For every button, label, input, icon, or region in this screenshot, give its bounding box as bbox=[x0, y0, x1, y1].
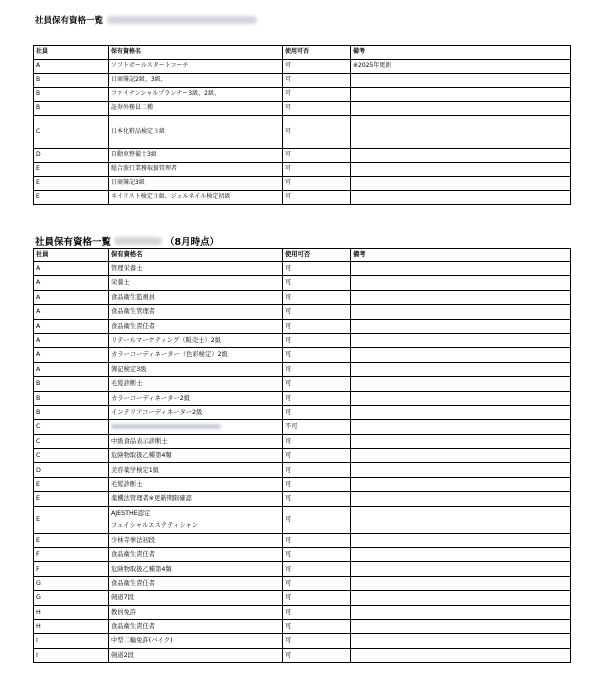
note-cell bbox=[351, 116, 571, 149]
table-row bbox=[34, 420, 571, 434]
table-row bbox=[34, 576, 571, 590]
table-row bbox=[34, 405, 571, 419]
note-cell bbox=[351, 619, 571, 633]
usable-cell: 可 bbox=[283, 362, 351, 376]
note-cell bbox=[351, 262, 571, 276]
note-cell bbox=[351, 449, 571, 463]
qualification-cell: 栄養士 bbox=[109, 276, 283, 290]
employee-cell: E bbox=[34, 492, 109, 506]
employee-cell: B bbox=[34, 377, 109, 391]
table-row bbox=[34, 163, 571, 177]
qualification-cell: 食品衛生管理者 bbox=[109, 305, 283, 319]
table-row bbox=[34, 276, 571, 290]
qualification-cell: 食品衛生監視員 bbox=[109, 290, 283, 304]
table-row bbox=[34, 548, 571, 562]
table-row bbox=[34, 305, 571, 319]
qualification-cell: 少林寺拳法初段 bbox=[109, 533, 283, 547]
header-qualification: 保有資格名 bbox=[109, 46, 283, 60]
note-cell bbox=[351, 591, 571, 605]
employee-cell: C bbox=[34, 449, 109, 463]
qualification-cell: 総合旅行業務取扱管理者 bbox=[109, 163, 283, 177]
usable-cell: 可 bbox=[283, 319, 351, 333]
usable-cell: 可 bbox=[283, 576, 351, 590]
header-qualification: 保有資格名 bbox=[109, 249, 283, 262]
table-row bbox=[34, 88, 571, 102]
section1-title bbox=[35, 14, 257, 26]
table-row bbox=[34, 149, 571, 163]
note-cell bbox=[351, 548, 571, 562]
usable-cell: 可 bbox=[283, 391, 351, 405]
usable-cell: 可 bbox=[283, 276, 351, 290]
table-row bbox=[34, 262, 571, 276]
table-row bbox=[34, 102, 571, 116]
note-cell bbox=[351, 362, 571, 376]
table-row bbox=[34, 634, 571, 648]
table-row bbox=[34, 506, 571, 533]
note-cell bbox=[351, 477, 571, 491]
employee-cell: B bbox=[34, 391, 109, 405]
section2-title-text: 社員保有資格一覧 bbox=[35, 237, 112, 248]
note-cell bbox=[351, 74, 571, 88]
employee-cell: B bbox=[34, 88, 109, 102]
table-row bbox=[34, 116, 571, 149]
note-cell: ※2025年更新 bbox=[351, 60, 571, 74]
usable-cell: 可 bbox=[283, 449, 351, 463]
usable-cell: 可 bbox=[283, 262, 351, 276]
table-row bbox=[34, 177, 571, 191]
header-usable: 使用可否 bbox=[283, 46, 351, 60]
table-row bbox=[34, 362, 571, 376]
qualification-line: AJESTHE認定 bbox=[111, 509, 151, 517]
employee-cell: D bbox=[34, 463, 109, 477]
employee-cell: A bbox=[34, 305, 109, 319]
usable-cell: 可 bbox=[283, 634, 351, 648]
note-cell bbox=[351, 434, 571, 448]
header-employee: 社員 bbox=[34, 46, 109, 60]
note-cell bbox=[351, 533, 571, 547]
employee-cell: F bbox=[34, 562, 109, 576]
table-row bbox=[34, 449, 571, 463]
qualification-cell: ネイリスト検定３級、ジェルネイル検定初級 bbox=[109, 191, 283, 205]
qualification-cell: カラーコーディネーター2級 bbox=[109, 391, 283, 405]
header-usable: 使用可否 bbox=[283, 249, 351, 262]
header-note: 備考 bbox=[351, 46, 571, 60]
usable-cell: 可 bbox=[283, 163, 351, 177]
usable-cell: 可 bbox=[283, 348, 351, 362]
qualification-cell: カラーコーディネーター（色彩検定）2級 bbox=[109, 348, 283, 362]
table-row bbox=[34, 648, 571, 662]
employee-cell: A bbox=[34, 60, 109, 74]
usable-cell: 可 bbox=[283, 290, 351, 304]
employee-cell: B bbox=[34, 74, 109, 88]
usable-cell: 可 bbox=[283, 619, 351, 633]
usable-cell: 可 bbox=[283, 533, 351, 547]
qualification-line: フェイシャルエステティシャン bbox=[111, 521, 198, 529]
header-employee: 社員 bbox=[34, 249, 109, 262]
usable-cell: 可 bbox=[283, 191, 351, 205]
table-row bbox=[34, 290, 571, 304]
note-cell bbox=[351, 463, 571, 477]
usable-cell: 可 bbox=[283, 405, 351, 419]
employee-cell: E bbox=[34, 177, 109, 191]
usable-cell: 可 bbox=[283, 305, 351, 319]
table-row bbox=[34, 463, 571, 477]
table-row bbox=[34, 477, 571, 491]
employee-cell: E bbox=[34, 477, 109, 491]
usable-cell: 可 bbox=[283, 591, 351, 605]
qualification-cell: 簿記検定3級 bbox=[109, 362, 283, 376]
qualification-cell: 危険物取扱乙種第4類 bbox=[109, 562, 283, 576]
usable-cell: 可 bbox=[283, 377, 351, 391]
qualification-cell: 日本化粧品検定３級 bbox=[109, 116, 283, 149]
employee-cell: H bbox=[34, 619, 109, 633]
table-row bbox=[34, 591, 571, 605]
employee-cell: E bbox=[34, 533, 109, 547]
note-cell bbox=[351, 576, 571, 590]
employee-cell: H bbox=[34, 605, 109, 619]
employee-cell: C bbox=[34, 434, 109, 448]
employee-cell: G bbox=[34, 576, 109, 590]
note-cell bbox=[351, 562, 571, 576]
usable-cell: 可 bbox=[283, 333, 351, 347]
table-row bbox=[34, 533, 571, 547]
table-header-row bbox=[34, 46, 571, 60]
usable-cell: 可 bbox=[283, 177, 351, 191]
table-row bbox=[34, 492, 571, 506]
employee-cell: F bbox=[34, 548, 109, 562]
qualification-cell bbox=[109, 420, 283, 434]
table-row bbox=[34, 60, 571, 74]
employee-cell: E bbox=[34, 163, 109, 177]
note-cell bbox=[351, 420, 571, 434]
employee-cell: C bbox=[34, 116, 109, 149]
employee-cell: E bbox=[34, 191, 109, 205]
note-cell bbox=[351, 377, 571, 391]
note-cell bbox=[351, 163, 571, 177]
table-row bbox=[34, 605, 571, 619]
qualification-cell: 証券外務員二種 bbox=[109, 102, 283, 116]
usable-cell: 不可 bbox=[283, 420, 351, 434]
qualification-cell: 食品衛生責任者 bbox=[109, 548, 283, 562]
note-cell bbox=[351, 648, 571, 662]
employee-cell: I bbox=[34, 648, 109, 662]
section2-title-suffix: （8月時点） bbox=[165, 237, 220, 248]
usable-cell: 可 bbox=[283, 60, 351, 74]
usable-cell: 可 bbox=[283, 548, 351, 562]
qualification-cell: 剣道2段 bbox=[109, 648, 283, 662]
section2-title bbox=[35, 234, 219, 248]
table-row bbox=[34, 434, 571, 448]
usable-cell: 可 bbox=[283, 477, 351, 491]
table-header-row bbox=[34, 249, 571, 262]
note-cell bbox=[351, 319, 571, 333]
qualification-cell: 毛髪診断士 bbox=[109, 477, 283, 491]
qualification-cell: 危険物取扱乙種第4類 bbox=[109, 449, 283, 463]
employee-cell: C bbox=[34, 420, 109, 434]
qualification-cell: 薬機法管理者※更新期限確認 bbox=[109, 492, 283, 506]
table-row bbox=[34, 333, 571, 347]
table-row bbox=[34, 74, 571, 88]
table-row bbox=[34, 562, 571, 576]
employee-cell: A bbox=[34, 319, 109, 333]
usable-cell: 可 bbox=[283, 463, 351, 477]
usable-cell: 可 bbox=[283, 74, 351, 88]
employee-cell: A bbox=[34, 290, 109, 304]
qualification-cell: ソフトボールスタートコーチ bbox=[109, 60, 283, 74]
qualification-cell: 管理栄養士 bbox=[109, 262, 283, 276]
qualification-table-1 bbox=[33, 45, 571, 205]
qualification-cell: インテリアコーディネーター2級 bbox=[109, 405, 283, 419]
usable-cell: 可 bbox=[283, 102, 351, 116]
usable-cell: 可 bbox=[283, 492, 351, 506]
note-cell bbox=[351, 492, 571, 506]
qualification-cell: 日商簿記2級、3級、 bbox=[109, 74, 283, 88]
note-cell bbox=[351, 276, 571, 290]
table-row bbox=[34, 391, 571, 405]
employee-cell: A bbox=[34, 333, 109, 347]
qualification-cell: 食品衛生責任者 bbox=[109, 576, 283, 590]
employee-cell: G bbox=[34, 591, 109, 605]
employee-cell: A bbox=[34, 348, 109, 362]
redacted-blur bbox=[111, 424, 221, 429]
note-cell bbox=[351, 506, 571, 533]
usable-cell: 可 bbox=[283, 116, 351, 149]
usable-cell: 可 bbox=[283, 88, 351, 102]
note-cell bbox=[351, 191, 571, 205]
note-cell bbox=[351, 405, 571, 419]
table-row bbox=[34, 619, 571, 633]
note-cell bbox=[351, 177, 571, 191]
note-cell bbox=[351, 348, 571, 362]
employee-cell: I bbox=[34, 634, 109, 648]
qualification-cell bbox=[109, 506, 283, 533]
qualification-table-2 bbox=[33, 248, 571, 663]
qualification-cell: 毛髪診断士 bbox=[109, 377, 283, 391]
qualification-cell: ファイナンシャルプランナー3級、2級、 bbox=[109, 88, 283, 102]
qualification-cell: 食品衛生責任者 bbox=[109, 319, 283, 333]
employee-cell: D bbox=[34, 149, 109, 163]
header-note: 備考 bbox=[351, 249, 571, 262]
note-cell bbox=[351, 333, 571, 347]
usable-cell: 可 bbox=[283, 434, 351, 448]
note-cell bbox=[351, 290, 571, 304]
usable-cell: 可 bbox=[283, 149, 351, 163]
table-row bbox=[34, 377, 571, 391]
usable-cell: 可 bbox=[283, 605, 351, 619]
employee-cell: B bbox=[34, 102, 109, 116]
employee-cell: A bbox=[34, 362, 109, 376]
qualification-cell: 美容薬学検定1級 bbox=[109, 463, 283, 477]
note-cell bbox=[351, 605, 571, 619]
note-cell bbox=[351, 391, 571, 405]
note-cell bbox=[351, 149, 571, 163]
employee-cell: E bbox=[34, 506, 109, 533]
note-cell bbox=[351, 102, 571, 116]
note-cell bbox=[351, 305, 571, 319]
table-row bbox=[34, 348, 571, 362]
section1-title-text: 社員保有資格一覧 bbox=[35, 16, 104, 26]
redacted-blur bbox=[114, 237, 162, 245]
employee-cell: A bbox=[34, 276, 109, 290]
usable-cell: 可 bbox=[283, 562, 351, 576]
redacted-blur bbox=[107, 16, 257, 24]
qualification-cell: リテールマーケティング（販売士）2級 bbox=[109, 333, 283, 347]
qualification-cell: 剣道7段 bbox=[109, 591, 283, 605]
note-cell bbox=[351, 634, 571, 648]
note-cell bbox=[351, 88, 571, 102]
employee-cell: B bbox=[34, 405, 109, 419]
qualification-cell: 教員免許 bbox=[109, 605, 283, 619]
usable-cell: 可 bbox=[283, 648, 351, 662]
qualification-cell: 中級食品表示診断士 bbox=[109, 434, 283, 448]
employee-cell: A bbox=[34, 262, 109, 276]
qualification-cell: 自動車整備士3級 bbox=[109, 149, 283, 163]
qualification-cell: 食品衛生責任者 bbox=[109, 619, 283, 633]
qualification-cell: 中型二輪免許(バイク) bbox=[109, 634, 283, 648]
table-row bbox=[34, 319, 571, 333]
table-row bbox=[34, 191, 571, 205]
qualification-cell: 日商簿記3級 bbox=[109, 177, 283, 191]
usable-cell: 可 bbox=[283, 506, 351, 533]
